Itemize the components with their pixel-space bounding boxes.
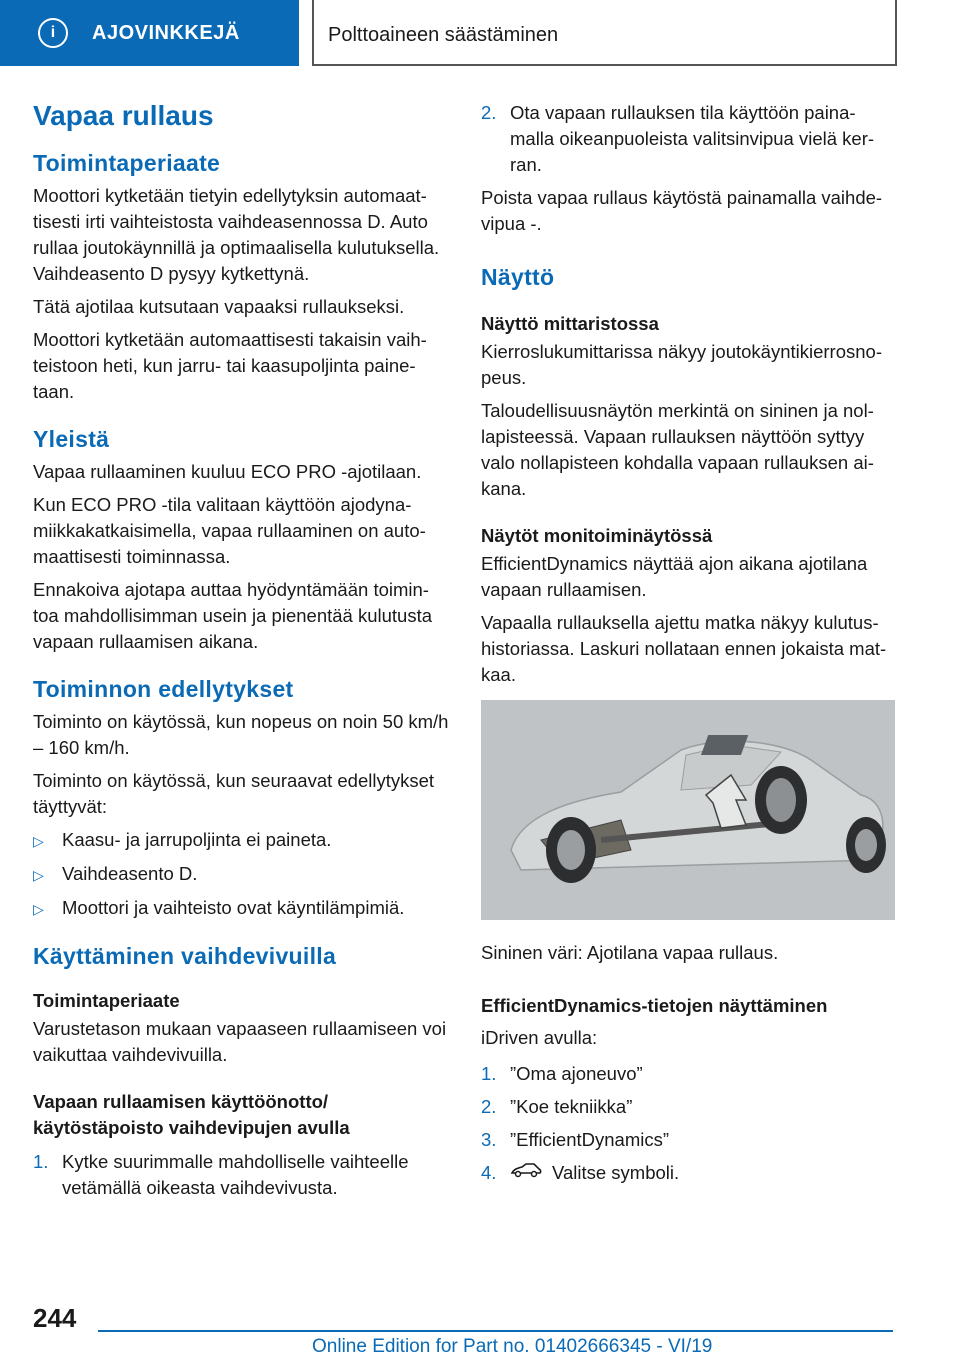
paragraph: Tätä ajotilaa kutsutaan vapaaksi rullaukseksi.: [33, 296, 405, 317]
header-tab: [0, 0, 299, 66]
paragraph: Vapaa rullaaminen kuuluu ECO PRO -ajotilaan.: [33, 461, 422, 482]
list-item: 1. Kytke suurimmalle mahdolliselle vaihteelle vetämällä oikeasta vaihdevivusta.: [33, 1151, 409, 1198]
triangle-bullet-icon: ▷: [33, 833, 44, 849]
list-item: 2. Ota vapaan rullauksen tila käyttöön paina-malla oikeanpuoleista valitsinvipua vielä ker-ran.: [481, 102, 875, 175]
image-caption: Sininen väri: Ajotilana vapaa rullaus.: [481, 942, 779, 963]
paragraph: Moottori kytketään automaattisesti takaisin vaih-teistoon heti, kun jarru- tai kaasupoljinta paine-taan.: [33, 329, 427, 402]
triangle-bullet-icon: ▷: [33, 867, 44, 883]
paragraph: Kierroslukumittarissa näkyy joutokäyntikierrosno-peus.: [481, 341, 882, 388]
footer-divider: [98, 1330, 893, 1332]
car-drivetrain-image: [481, 700, 895, 920]
list-item: ▷ Vaihdeasento D.: [33, 861, 449, 888]
steps-list: [33, 1149, 449, 1201]
heading-paddles: Käyttäminen vaihdevivuilla: [33, 943, 337, 969]
paragraph: Poista vapaa rullaus käytöstä painamalla vaihde-vipua -.: [481, 187, 883, 234]
list-item: 4. Valitse symboli.: [481, 1160, 895, 1186]
heading-principle: Toimintaperiaate: [33, 150, 221, 176]
paragraph: EfficientDynamics näyttää ajon aikana ajotilana vapaan rullaamisen.: [481, 553, 868, 600]
idrive-steps-list: [481, 1061, 895, 1186]
paragraph: Varustetason mukaan vapaaseen rullaamiseen voi vaikuttaa vaihdevivuilla.: [33, 1018, 447, 1065]
heading-general: Yleistä: [33, 426, 110, 452]
page-number: 244: [33, 1303, 77, 1333]
header-section: [312, 0, 897, 66]
subheading: EfficientDynamics-tietojen näyttäminen: [481, 995, 828, 1016]
list-item: ▷ Kaasu- ja jarrupoljinta ei paineta.: [33, 827, 449, 854]
paragraph: Taloudellisuusnäytön merkintä on sininen ja nol-lapisteessä. Vapaan rullauksen näyttöön syttyy valo nollapisteen kohdalla vapaan rullauksen ai-kana.: [481, 400, 874, 499]
paragraph: Ennakoiva ajotapa auttaa hyödyntämään toimin-toa mahdollisimman usein ja pienentää kulutusta vapaan rullaamisen aikana.: [33, 579, 433, 652]
conditions-list: [33, 827, 449, 922]
edition-text: Online Edition for Part no. 01402666345 - VI/19: [312, 1336, 713, 1357]
car-symbol-icon: [510, 1160, 542, 1186]
steps-list-continued: [481, 100, 895, 178]
paragraph: Toiminto on käytössä, kun seuraavat edellytykset täyttyvät:: [33, 770, 435, 817]
heading-conditions: Toiminnon edellytykset: [33, 676, 294, 702]
list-item: 1. ”Oma ajoneuvo”: [481, 1063, 643, 1084]
page-heading: Vapaa rullaus: [33, 100, 214, 131]
subheading: Toimintaperiaate: [33, 990, 180, 1011]
subheading: Vapaan rullaamisen käyttöönotto/ käytöstäpoisto vaihdevipujen avulla: [33, 1091, 350, 1138]
list-item: 2. ”Koe tekniikka”: [481, 1096, 633, 1117]
list-item: 3. ”EfficientDynamics”: [481, 1129, 670, 1150]
subheading: Näytöt monitoiminäytössä: [481, 525, 713, 546]
paragraph: Toiminto on käytössä, kun nopeus on noin 50 km/h – 160 km/h.: [33, 711, 449, 758]
heading-display: Näyttö: [481, 264, 555, 290]
car-illustration: [481, 700, 895, 920]
info-icon: i: [38, 18, 68, 48]
subheading: Näyttö mittaristossa: [481, 313, 659, 334]
left-column: [33, 100, 449, 1208]
paragraph: Kun ECO PRO -tila valitaan käyttöön ajodyna-miikkakatkaisimella, vapaa rullaaminen on auto-maattisesti toiminnassa.: [33, 494, 426, 567]
paragraph: Moottori kytketään tietyin edellytyksin automaat-tisesti irti vaihteistosta vaihdeasennossa D. Auto rullaa joutokäynnillä ja optimaalisella kulutuksella. Vaihdeasento D pysyy kytkettynä.: [33, 185, 440, 284]
triangle-bullet-icon: ▷: [33, 901, 44, 917]
header-tab-label: AJOVINKKEJÄ: [92, 21, 240, 44]
paragraph: iDriven avulla:: [481, 1027, 598, 1048]
paragraph: Vapaalla rullauksella ajettu matka näkyy kulutus-historiassa. Laskuri nollataan ennen jokaista mat-kaa.: [481, 612, 887, 685]
section-title: Polttoaineen säästäminen: [328, 24, 559, 46]
list-item: ▷ Moottori ja vaihteisto ovat käyntilämpimiä.: [33, 895, 449, 922]
right-column: [481, 100, 895, 1193]
